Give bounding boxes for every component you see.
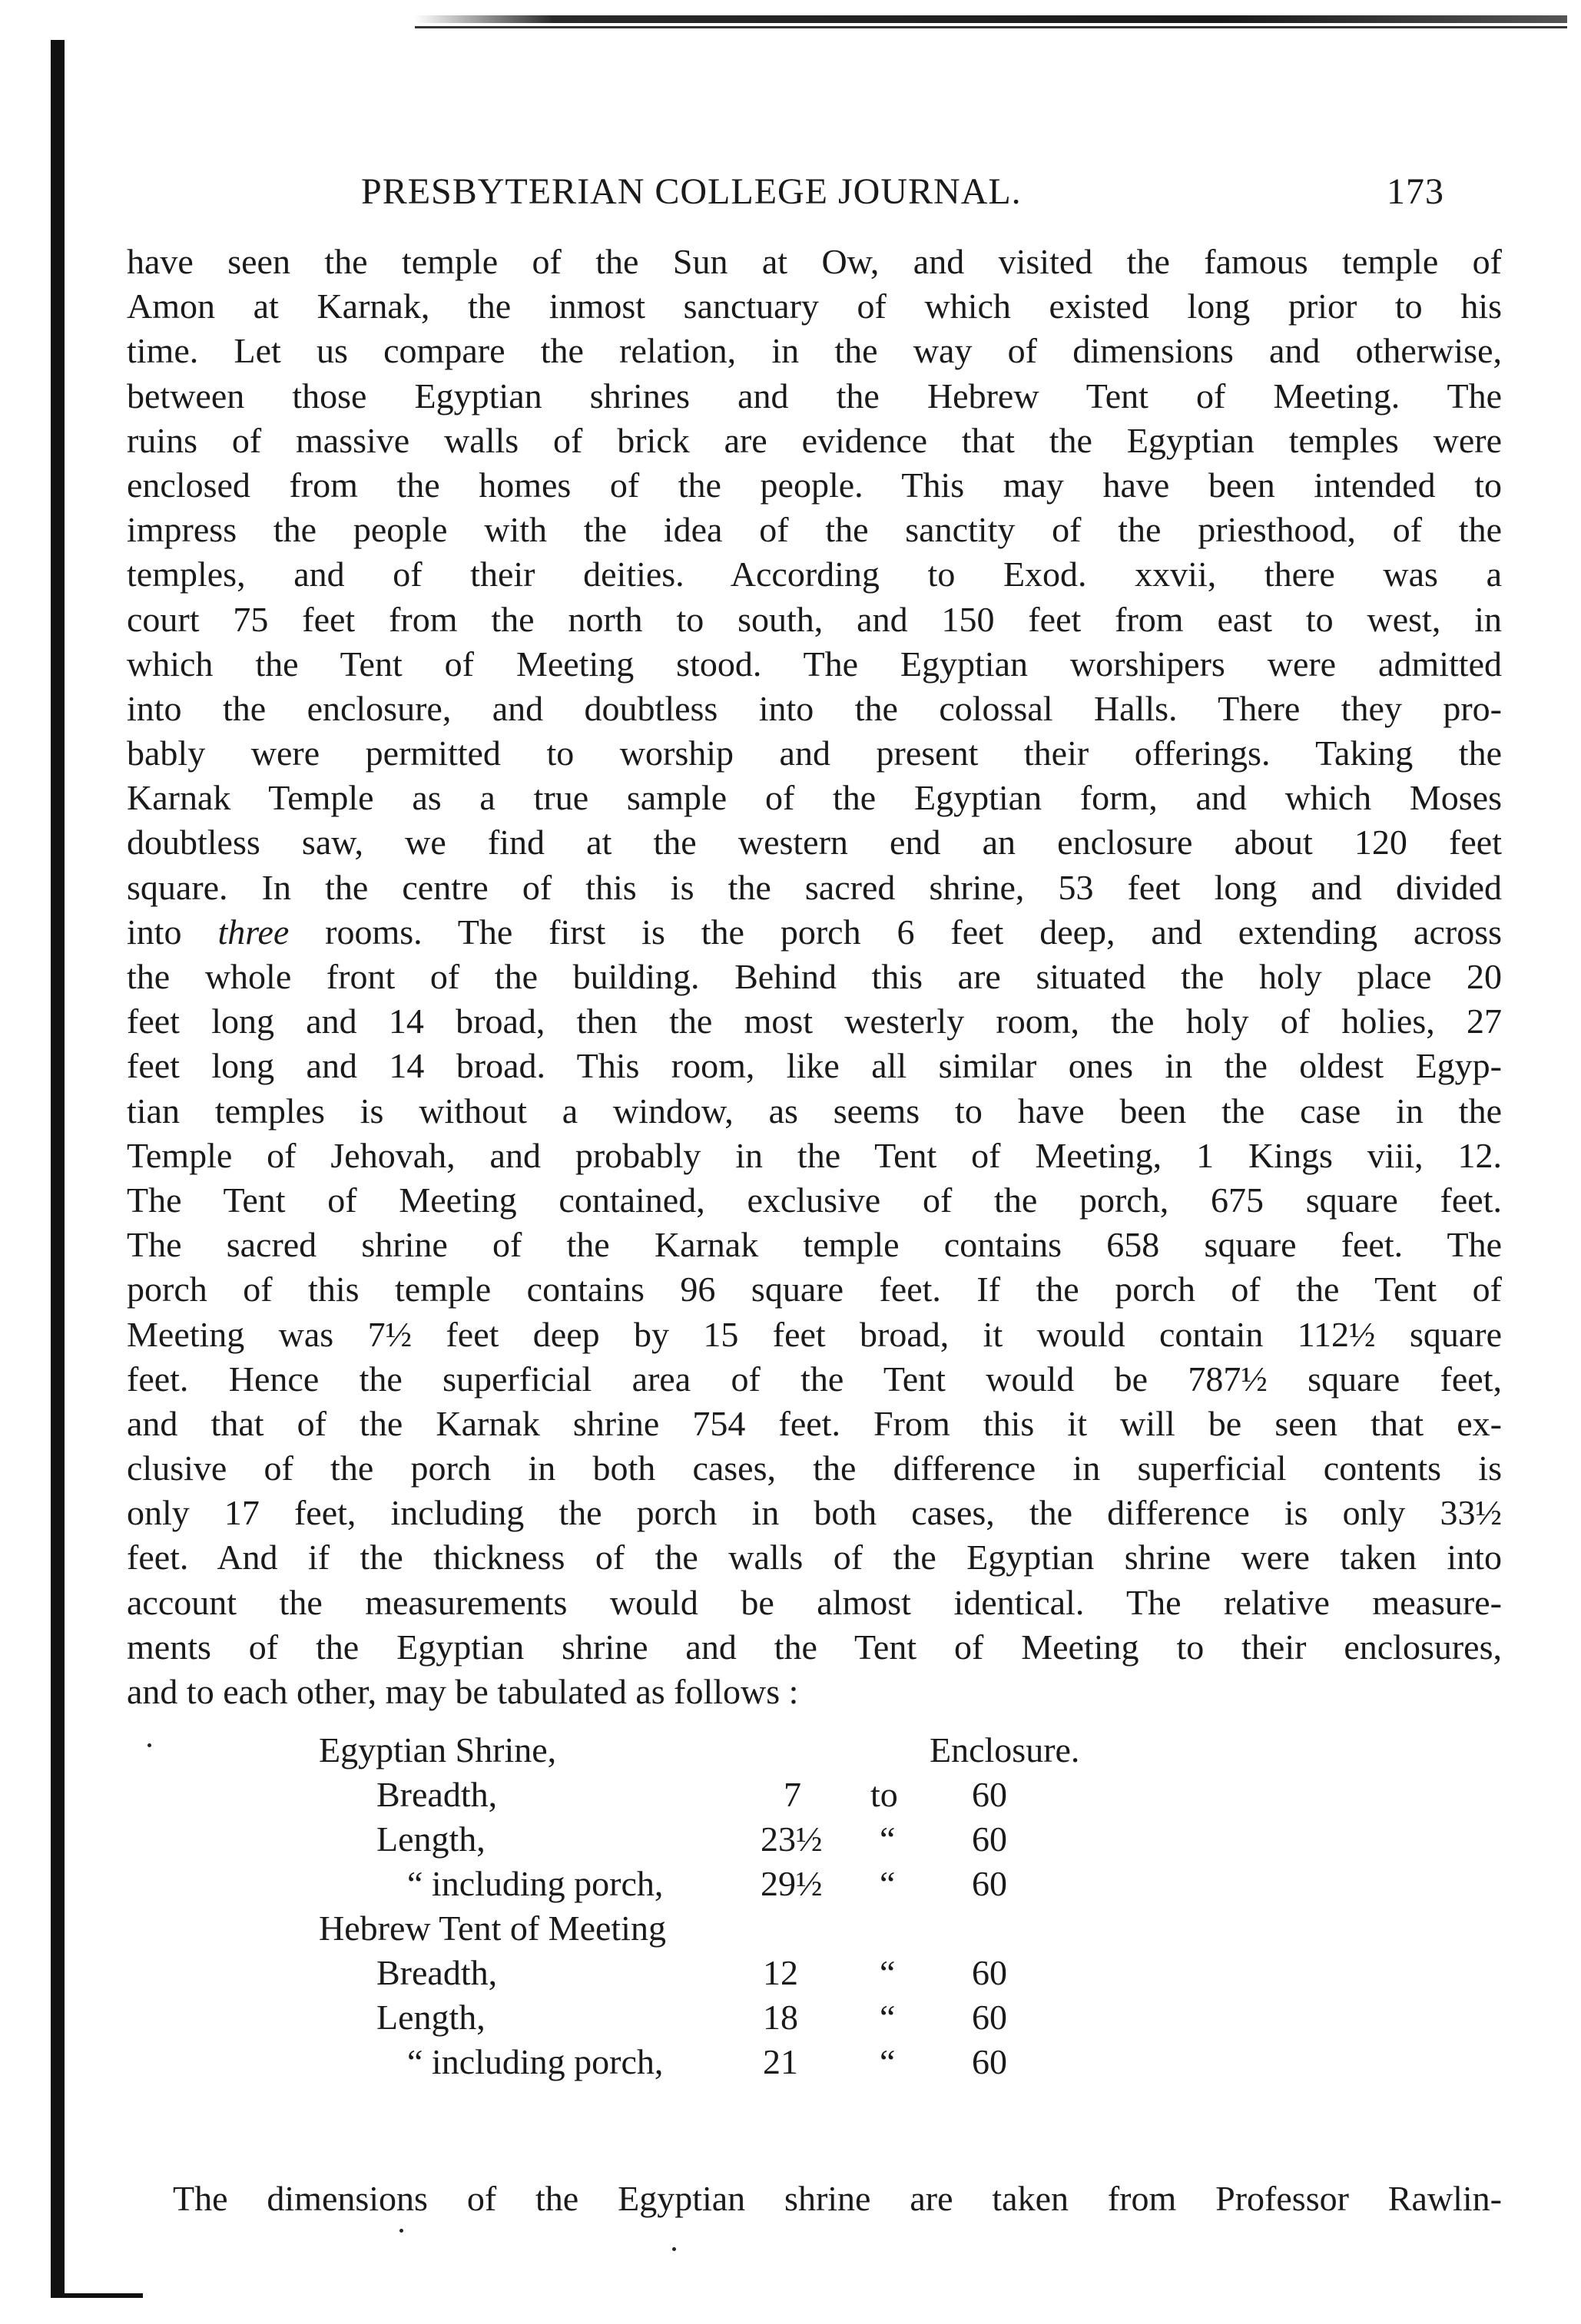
table-heading-left: Egyptian Shrine, (319, 1730, 557, 1769)
table-row (127, 1952, 1279, 1997)
row-label: Length, (376, 1819, 486, 1859)
row-sep: “ (880, 1998, 896, 2037)
top-rule (415, 15, 1567, 23)
text-line: bably were permitted to worship and present their offerings. Taking the (127, 733, 1502, 773)
text-line: Meeting was 7½ feet deep by 15 feet broad, it would contain 112½ square (127, 1314, 1502, 1354)
text-line: Karnak Temple as a true sample of the Egyptian form, and which Moses (127, 778, 1502, 818)
text-line: tian temples is without a window, as seems to have been the case in the (127, 1091, 1502, 1131)
text-line: square. In the centre of this is the sacred shrine, 53 feet long and divided (127, 867, 1502, 907)
text-line: doubtless saw, we find at the western end an enclosure about 120 feet (127, 823, 1502, 862)
text-line: into the enclosure, and doubtless into the colossal Halls. There they pro- (127, 688, 1502, 728)
text-line: account the measurements would be almost identical. The relative measure- (127, 1582, 1502, 1622)
journal-title: PRESBYTERIAN COLLEGE JOURNAL. (361, 171, 1022, 212)
text-line: into three rooms. The first is the porch 6 feet deep, and extending across (127, 912, 1503, 952)
text-line: and to each other, may be tabulated as follows : (127, 1672, 799, 1711)
row-enclosure: 60 (972, 1819, 1007, 1859)
text-line: feet long and 14 broad, then the most westerly room, the holy of holies, 27 (127, 1001, 1502, 1041)
speck (672, 2247, 676, 2251)
row-enclosure: 60 (972, 1998, 1007, 2037)
text-line: which the Tent of Meeting stood. The Egyptian worshipers were admitted (127, 644, 1502, 684)
italic-word: three (217, 912, 290, 952)
text-line: temples, and of their deities. According to Exod. xxvii, there was a (127, 555, 1502, 594)
table-row (127, 1774, 1279, 1819)
text-line: have seen the temple of the Sun at Ow, and visited the famous temple of (127, 242, 1502, 281)
text-line: feet. And if the thickness of the walls of the Egyptian shrine were taken into (127, 1538, 1502, 1577)
row-label: “ including porch, (407, 1864, 664, 1903)
row-enclosure: 60 (972, 1775, 1007, 1814)
table-heading-row (127, 1730, 1279, 1774)
row-sep: “ (880, 1819, 896, 1859)
closing-line: The dimensions of the Egyptian shrine are taken from Professor Rawlin- (173, 2179, 1502, 2218)
body-paragraph (127, 240, 1502, 1714)
speck (147, 1743, 151, 1747)
binding-edge (51, 40, 65, 2298)
row-value: 21 (763, 2042, 798, 2081)
text-line: ruins of massive walls of brick are evidence that the Egyptian temples were (127, 420, 1502, 460)
text-line: and that of the Karnak shrine 754 feet. From this it will be seen that ex- (127, 1403, 1502, 1443)
text-line: clusive of the porch in both cases, the difference in superficial contents is (127, 1448, 1502, 1488)
text-line: impress the people with the idea of the sanctity of the priesthood, of the (127, 510, 1502, 550)
table-row (127, 1819, 1279, 1863)
running-header (361, 170, 1444, 217)
row-value: 29½ (761, 1864, 823, 1903)
text-line: Temple of Jehovah, and probably in the Tent of Meeting, 1 Kings viii, 12. (127, 1135, 1502, 1175)
text-line: feet long and 14 broad. This room, like all similar ones in the oldest Egyp- (127, 1046, 1502, 1086)
table-row (127, 2041, 1279, 2086)
top-rule-thin (415, 26, 1567, 28)
table-row (127, 1997, 1279, 2041)
text-line: feet. Hence the superficial area of the Tent would be 787½ square feet, (127, 1359, 1502, 1399)
table-row (127, 1863, 1279, 1908)
text-line: The Tent of Meeting contained, exclusive of the porch, 675 square feet. (127, 1180, 1502, 1220)
table-subheading-row (127, 1908, 1279, 1952)
text-line: court 75 feet from the north to south, and 150 feet from east to west, in (127, 599, 1502, 639)
row-label: “ including porch, (407, 2042, 664, 2081)
text-line: Amon at Karnak, the inmost sanctuary of which existed long prior to his (127, 286, 1502, 326)
row-sep: “ (880, 1953, 896, 1992)
text-line: between those Egyptian shrines and the Hebrew Tent of Meeting. The (127, 376, 1502, 415)
row-sep: “ (880, 2042, 896, 2081)
text-line: only 17 feet, including the porch in both cases, the difference is only 33½ (127, 1493, 1502, 1533)
row-value: 12 (763, 1953, 798, 1992)
row-enclosure: 60 (972, 1953, 1007, 1992)
row-label: Length, (376, 1998, 486, 2037)
row-value: 23½ (761, 1819, 823, 1859)
page-number: 173 (1387, 171, 1444, 212)
row-enclosure: 60 (972, 1864, 1007, 1903)
table-heading-right: Enclosure. (930, 1730, 1080, 1769)
row-sep: “ (880, 1864, 896, 1903)
row-label: Breadth, (376, 1953, 498, 1992)
table-subheading: Hebrew Tent of Meeting (319, 1909, 666, 1948)
text-line: time. Let us compare the relation, in the way of dimensions and otherwise, (127, 331, 1502, 371)
text-line: The sacred shrine of the Karnak temple contains 658 square feet. The (127, 1225, 1502, 1265)
text-line: porch of this temple contains 96 square feet. If the porch of the Tent of (127, 1270, 1502, 1309)
row-value: 7 (784, 1775, 801, 1814)
row-enclosure: 60 (972, 2042, 1007, 2081)
binding-foot (51, 2293, 143, 2298)
speck (399, 2229, 403, 2233)
row-label: Breadth, (376, 1775, 498, 1814)
row-sep: to (870, 1775, 898, 1814)
row-value: 18 (763, 1998, 798, 2037)
text-line: the whole front of the building. Behind this are situated the holy place 20 (127, 957, 1502, 996)
text-line: enclosed from the homes of the people. This may have been intended to (127, 465, 1502, 505)
text-line: ments of the Egyptian shrine and the Tent of Meeting to their enclosures, (127, 1627, 1502, 1667)
